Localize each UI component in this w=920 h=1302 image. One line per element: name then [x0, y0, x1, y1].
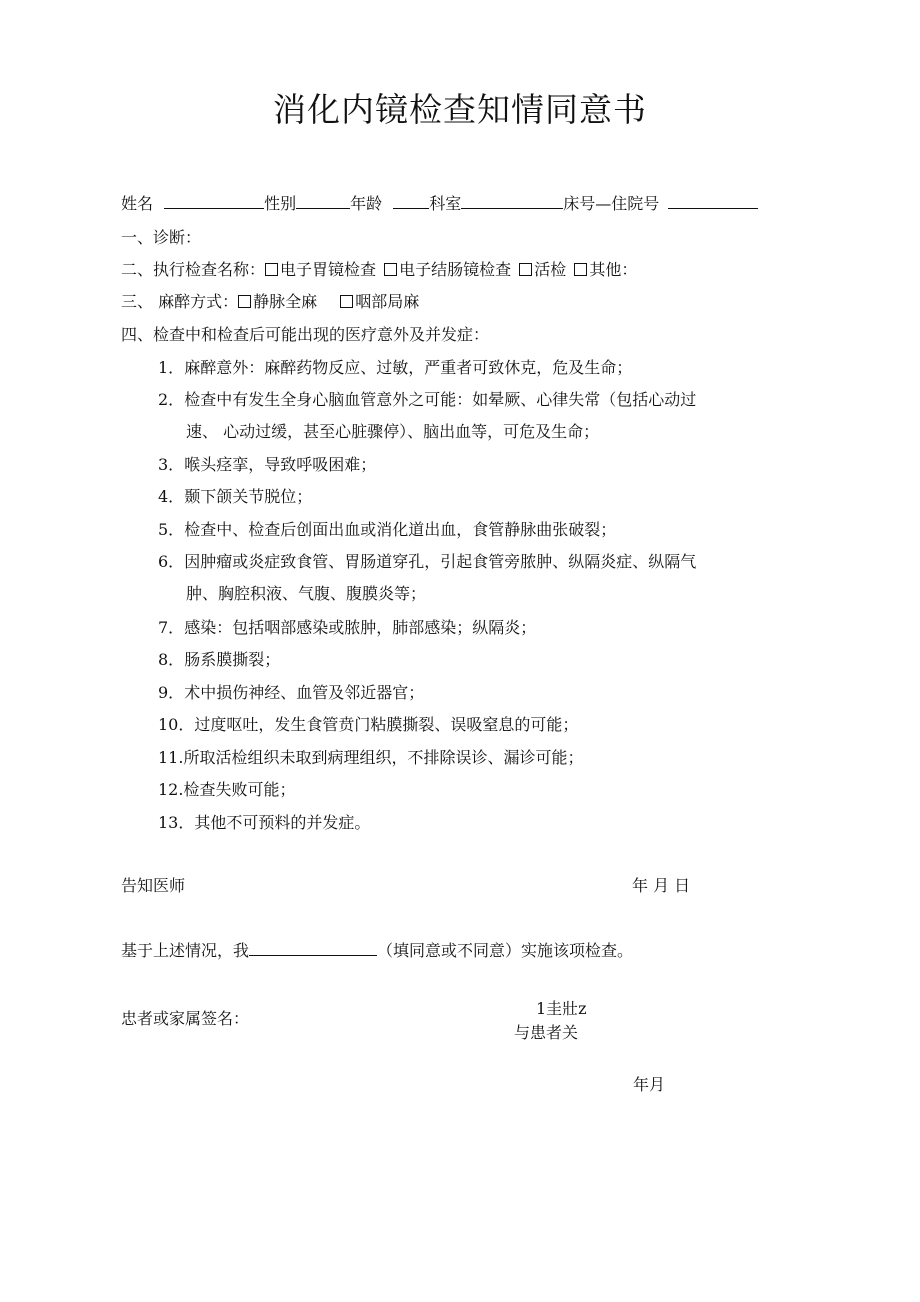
age-field[interactable]: [393, 193, 429, 209]
anesthesia-row: [121, 291, 419, 313]
option-colonoscopy: 电子结肠镜检查: [399, 260, 512, 279]
option-gastroscopy: 电子胃镜检查: [280, 260, 377, 279]
list-item: 8．肠系膜撕裂；: [158, 650, 281, 669]
list-item: 6．因肿瘤或炎症致食管、胃肠道穿孔，引起食管旁脓肿、纵隔炎症、纵隔气: [158, 552, 697, 571]
diagnosis-label: 一、诊断：: [121, 228, 202, 247]
name-label: 姓名: [121, 194, 154, 213]
complications-heading: 四、检查中和检查后可能出现的医疗意外及并发症：: [121, 325, 490, 344]
consent-row: [121, 940, 633, 962]
list-item: 9．术中损伤神经、血管及邻近器官；: [158, 683, 425, 702]
diagnosis-row: [121, 227, 201, 249]
exam-label: 二、执行检查名称：: [121, 260, 266, 279]
checkbox-iv-anesthesia[interactable]: [238, 295, 251, 308]
signature-scribble-cut: 与患者关: [514, 1023, 579, 1042]
signature-label: 忠者或家属签名：: [121, 1009, 250, 1028]
checkbox-other[interactable]: [574, 263, 587, 276]
list-item: 1．麻醉意外：麻醉药物反应、过敏，严重者可致休克，危及生命；: [158, 358, 633, 377]
list-item-continuation: 肿、胸腔积液、气腹、腹膜炎等；: [186, 584, 427, 603]
checkbox-throat-anesthesia[interactable]: [340, 295, 353, 308]
consent-prefix: 基于上述情况，我: [121, 941, 250, 960]
checkbox-colonoscopy[interactable]: [384, 263, 397, 276]
consent-suffix: （填同意或不同意）实施该项检查。: [377, 941, 634, 960]
doctor-date: 年 月 日: [632, 876, 691, 895]
gender-label: 性别: [264, 194, 297, 213]
list-item: 11.所取活检组织未取到病理组织，不排除误诊、漏诊可能；: [158, 748, 584, 767]
signature-date: 年月: [633, 1075, 666, 1094]
option-other: 其他：: [589, 260, 638, 279]
list-item: 13．其他不可预料的并发症。: [158, 813, 371, 832]
dept-label: 科室: [429, 194, 462, 213]
page-title: 消化内镜检查知情同意书: [273, 90, 647, 129]
patient-info-row: [121, 193, 758, 215]
list-item: 5．检查中、检查后创面出血或消化道出血，食管静脉曲张破裂；: [158, 520, 617, 539]
list-item: 2．检查中有发生全身心脑血管意外之可能：如晕厥、心律失常（包括心动过: [158, 390, 697, 409]
name-field[interactable]: [164, 193, 264, 209]
bed-label: 床号—住院号: [563, 194, 660, 213]
option-iv-anesthesia: 静脉全麻: [253, 292, 318, 311]
list-item: 10．过度呕吐，发生食管贲门粘膜撕裂、误吸窒息的可能；: [158, 715, 579, 734]
anesthesia-label: 三、 麻醉方式：: [121, 292, 239, 311]
exam-row: [121, 259, 637, 281]
signature-scribble: 1圭壯z: [536, 999, 587, 1018]
list-item: 12.检查失败可能；: [158, 780, 296, 799]
checkbox-biopsy[interactable]: [519, 263, 532, 276]
age-label: 年龄: [350, 194, 383, 213]
list-item-continuation: 速、 心动过缓，甚至心脏骤停）、脑出血等，可危及生命；: [186, 422, 600, 441]
list-item: 7．感染：包括咽部感染或脓肿，肺部感染；纵隔炎；: [158, 618, 537, 637]
consent-field[interactable]: [249, 940, 377, 956]
gender-field[interactable]: [296, 193, 350, 209]
list-item: 4．颞下颌关节脱位；: [158, 487, 313, 506]
doctor-label: 告知医师: [121, 876, 186, 895]
inpatient-number-field[interactable]: [668, 193, 758, 209]
list-item: 3．喉头痉挛，导致呼吸困难；: [158, 455, 377, 474]
dept-field[interactable]: [461, 193, 563, 209]
checkbox-gastroscopy[interactable]: [265, 263, 278, 276]
option-biopsy: 活检: [534, 260, 567, 279]
option-throat-anesthesia: 咽部局麻: [355, 292, 420, 311]
